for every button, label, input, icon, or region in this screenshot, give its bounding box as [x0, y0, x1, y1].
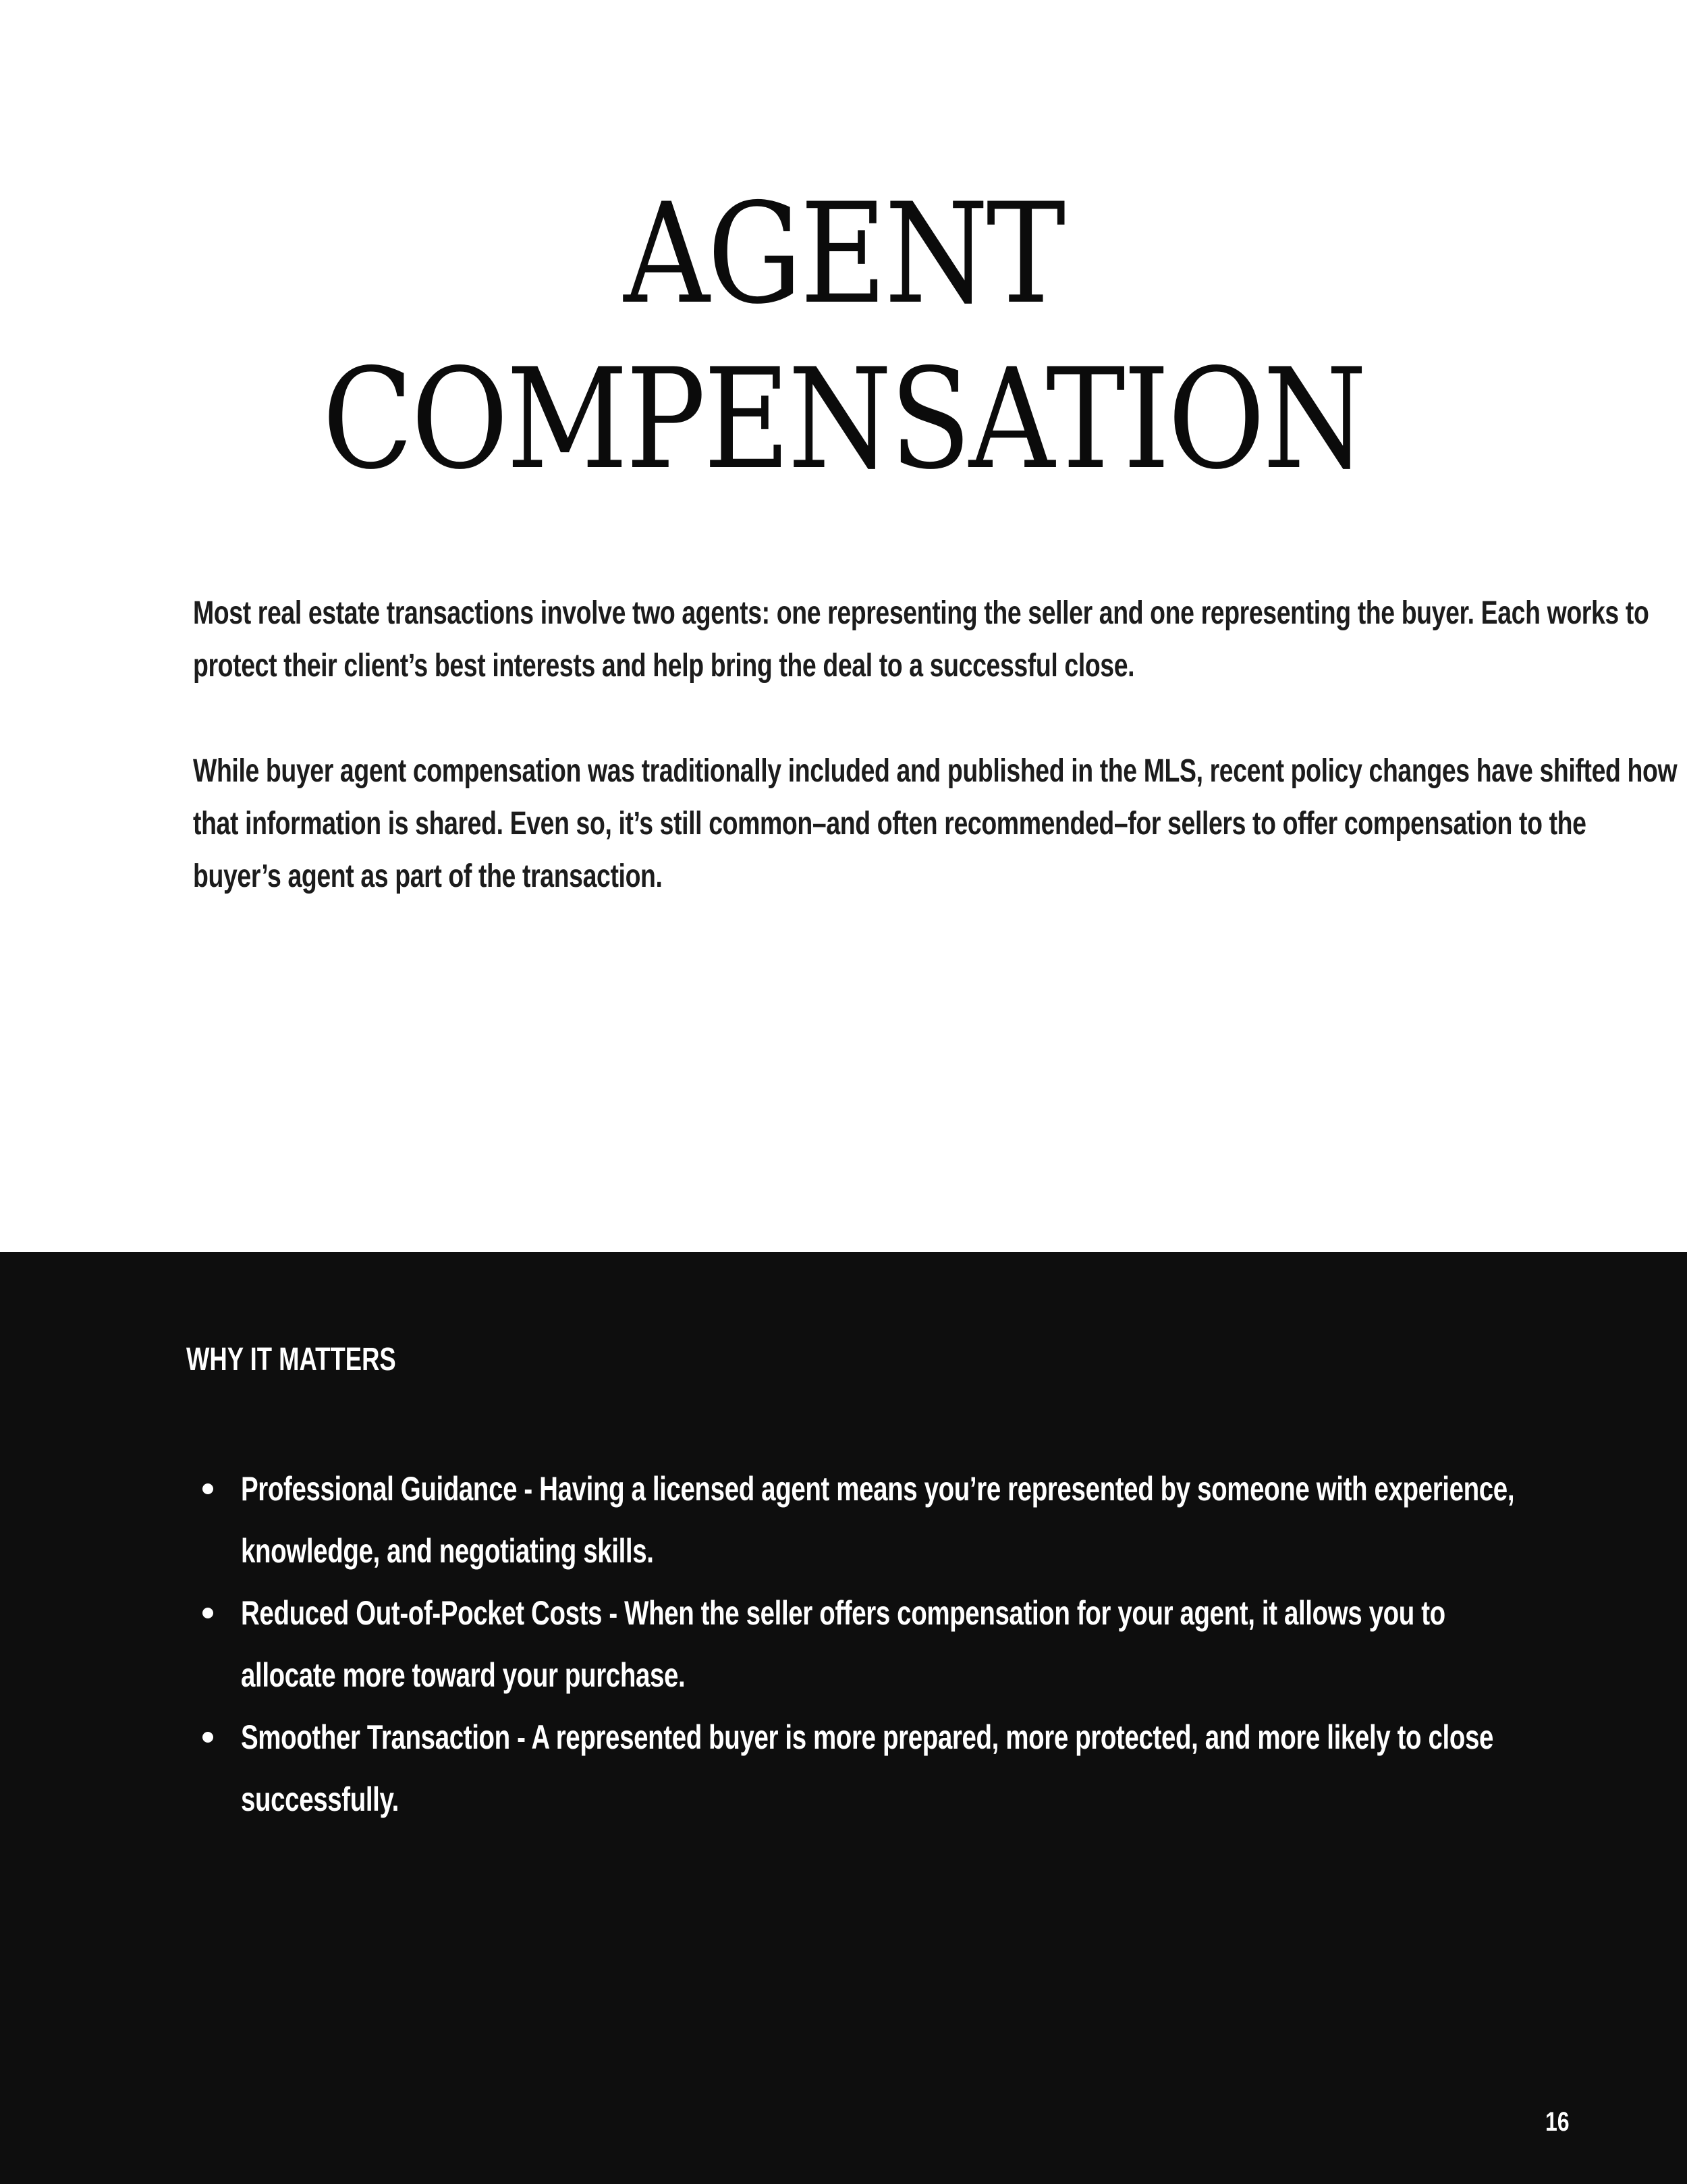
bullet-icon [202, 1608, 213, 1618]
page-number: 16 [1545, 2107, 1570, 2137]
why-it-matters-list [202, 1458, 1539, 1830]
page-title-line-2: COMPENSATION [322, 339, 1365, 500]
intro-text [193, 587, 1678, 956]
list-item [202, 1458, 1539, 1582]
list-item [202, 1706, 1539, 1830]
list-item [202, 1582, 1539, 1706]
list-item-text: Reduced Out-of-Pocket Costs - When the seller offers compensation for your agent, it allows you to allocate more toward your purchase. [241, 1594, 1445, 1694]
bullet-icon [202, 1732, 213, 1743]
list-item-text: Professional Guidance - Having a licensed agent means you’re represented by someone with experience, knowledge, and negotiating skills. [241, 1470, 1515, 1570]
page-title-line-1: AGENT [624, 174, 1063, 335]
intro-paragraph-1: Most real estate transactions involve two agents: one representing the seller and one representing the buyer. Each works to protect their client’s best interests and help bring the deal to a successful close. [193, 595, 1649, 684]
list-item-text: Smoother Transaction - A represented buyer is more prepared, more protected, and more likely to close successfully. [241, 1718, 1494, 1818]
page-title [118, 172, 1569, 503]
intro-paragraph-2: While buyer agent compensation was traditionally included and published in the MLS, recent policy changes have shifted how that information is shared. Even so, it’s still common–and often recommended–for sellers to offer compensation to the buyer’s agent as part of the transaction. [193, 753, 1678, 894]
why-it-matters-heading: WHY IT MATTERS [186, 1342, 396, 1377]
bullet-icon [202, 1483, 213, 1494]
